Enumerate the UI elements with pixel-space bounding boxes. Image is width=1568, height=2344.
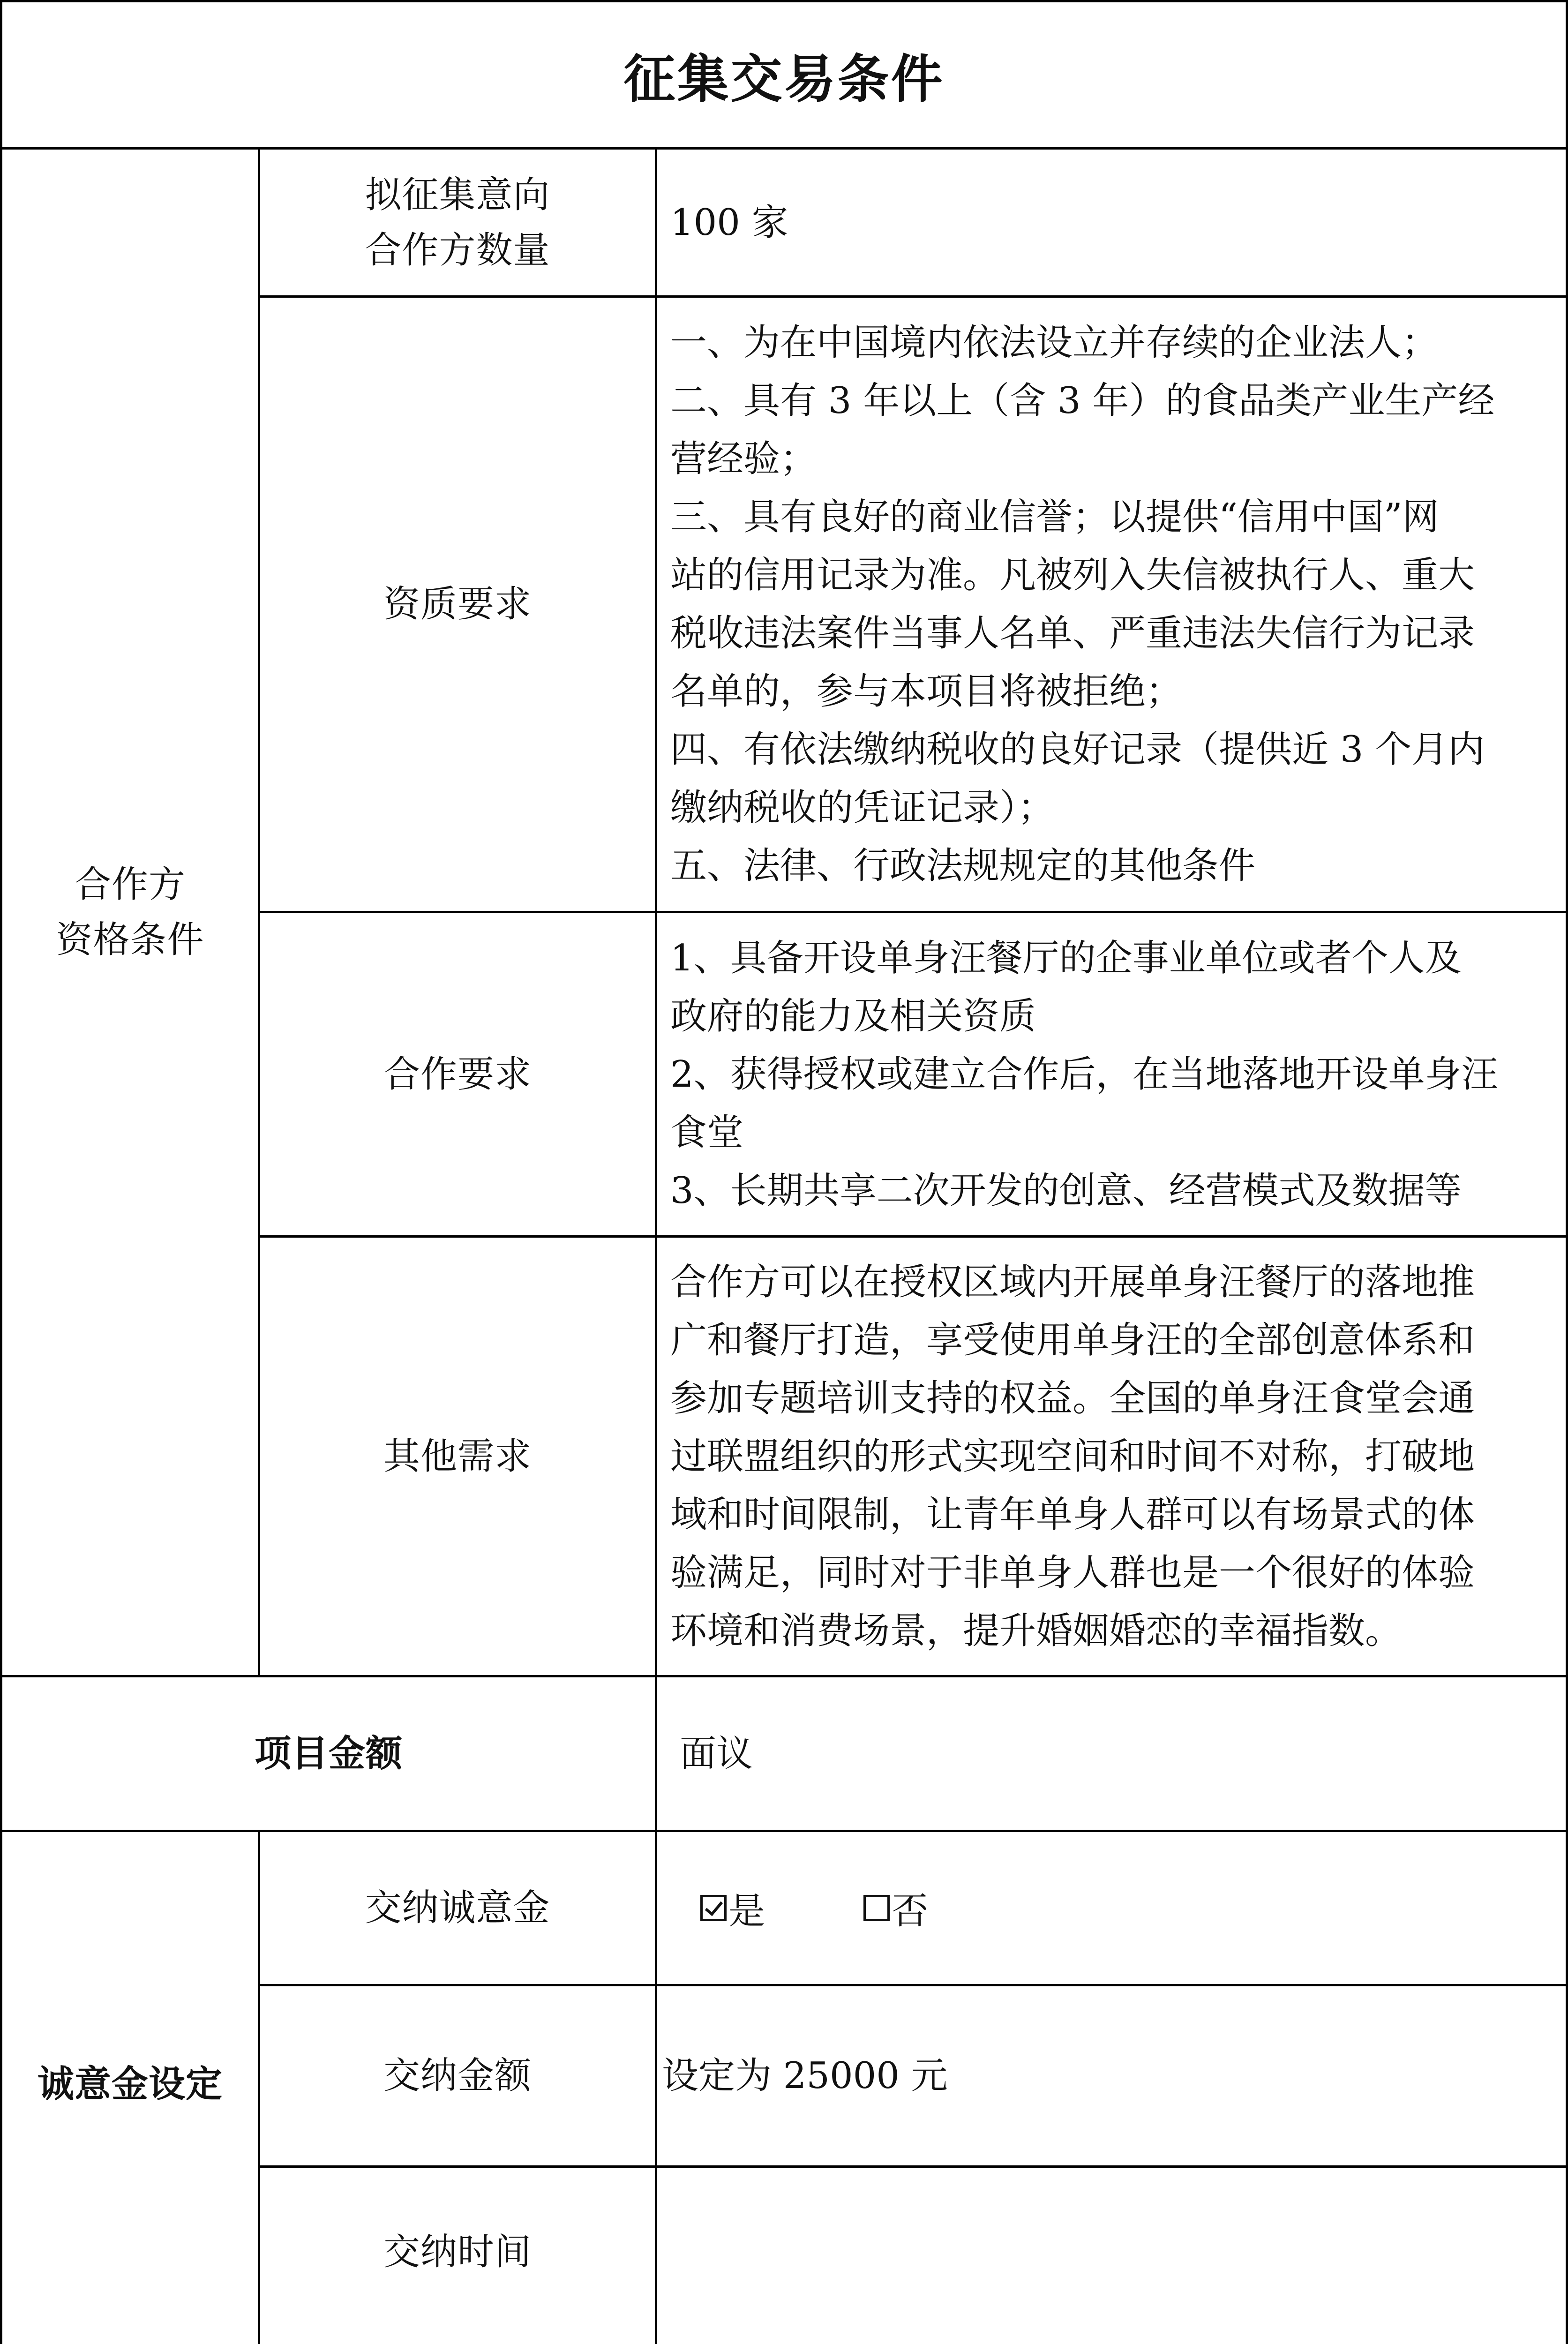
- qualification-line: 营经验；: [670, 438, 817, 480]
- qualification-content: [657, 298, 1566, 911]
- pay-deposit-label: 交纳诚意金: [365, 1887, 550, 1929]
- partner-label-line1: 合作方: [74, 864, 186, 906]
- deposit-no-checkbox[interactable]: [863, 1895, 890, 1921]
- cooperation-content: [657, 913, 1566, 1235]
- count-value: 100 家: [670, 201, 788, 244]
- qualification-line: 三、具有良好的商业信誉；以提供“信用中国”网: [670, 496, 1439, 538]
- cooperation-line: 3、长期共享二次开发的创意、经营模式及数据等: [670, 1169, 1462, 1212]
- count-label: [260, 150, 655, 295]
- deposit-yes-option[interactable]: [700, 1882, 765, 1934]
- project-amount-value: 面议: [680, 1732, 753, 1775]
- count-label-line1: 拟征集意向: [365, 173, 550, 216]
- other-line: 环境和消费场景，提升婚姻婚恋的幸福指数。: [670, 1609, 1402, 1652]
- deposit-amount-label: 交纳金额: [383, 2055, 532, 2097]
- deposit-no-label: 否: [892, 1890, 929, 1932]
- deposit-section-label: 诚意金设定: [37, 2063, 223, 2105]
- cooperation-line: 2、获得授权或建立合作后，在当地落地开设单身汪: [670, 1053, 1498, 1096]
- deposit-yes-label: 是: [728, 1890, 765, 1932]
- cooperation-label: 合作要求: [383, 1053, 532, 1096]
- qualification-line: 四、有依法缴纳税收的良好记录（提供近 3 个月内: [670, 729, 1485, 771]
- qualification-line: 站的信用记录为准。凡被列入失信被执行人、重大: [670, 554, 1475, 596]
- cooperation-line: 1、具备开设单身汪餐厅的企事业单位或者个人及: [670, 937, 1462, 979]
- page-title: 征集交易条件: [623, 48, 945, 109]
- other-line: 验满足，同时对于非单身人群也是一个很好的体验: [670, 1551, 1475, 1594]
- cooperation-line: 政府的能力及相关资质: [670, 995, 1036, 1037]
- cooperation-line: 食堂: [670, 1111, 744, 1154]
- qualification-line: 缴纳税收的凭证记录）；: [670, 787, 1055, 829]
- deposit-amount-value: 设定为 25000 元: [662, 2055, 948, 2097]
- qualification-line: 名单的，参与本项目将被拒绝；: [670, 670, 1183, 713]
- other-line: 合作方可以在授权区域内开展单身汪餐厅的落地推: [670, 1261, 1475, 1303]
- deposit-time-value[interactable]: [657, 2168, 1566, 2336]
- qualification-line: 一、为在中国境内依法设立并存续的企业法人；: [670, 322, 1439, 364]
- count-label-line2: 合作方数量: [365, 229, 550, 271]
- partner-label-line2: 资格条件: [56, 919, 204, 961]
- other-label: 其他需求: [383, 1435, 532, 1478]
- deposit-yes-checkbox[interactable]: [700, 1895, 727, 1921]
- project-amount-label: 项目金额: [254, 1732, 403, 1775]
- pay-deposit-options: [657, 1832, 1566, 1984]
- deposit-time-label: 交纳时间: [383, 2231, 532, 2273]
- other-line: 广和餐厅打造，享受使用单身汪的全部创意体系和: [670, 1319, 1475, 1361]
- other-line: 过联盟组织的形式实现空间和时间不对称，打破地: [670, 1435, 1475, 1478]
- qualification-line: 税收违法案件当事人名单、严重违法失信行为记录: [670, 612, 1475, 654]
- qualification-line: 二、具有 3 年以上（含 3 年）的食品类产业生产经: [670, 380, 1495, 422]
- deposit-no-option[interactable]: [863, 1882, 928, 1934]
- partner-section-label: [2, 150, 258, 1675]
- other-content: [657, 1238, 1566, 1675]
- qualification-label: 资质要求: [383, 583, 532, 625]
- qualification-line: 五、法律、行政法规规定的其他条件: [670, 845, 1256, 887]
- other-line: 域和时间限制，让青年单身人群可以有场景式的体: [670, 1493, 1475, 1536]
- other-line: 参加专题培训支持的权益。全国的单身汪食堂会通: [670, 1377, 1475, 1420]
